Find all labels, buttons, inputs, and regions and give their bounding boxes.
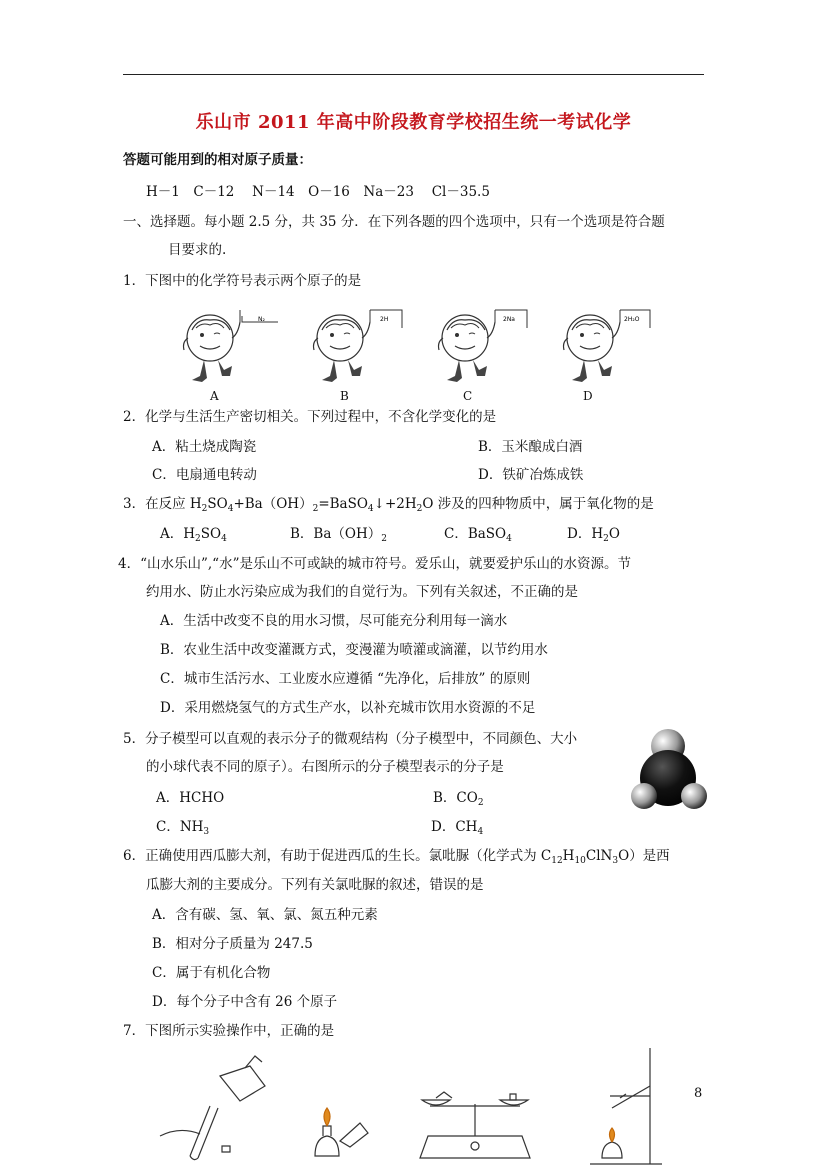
q6-option-b: B．相对分子质量为 247.5 [152,936,313,952]
q6-stem-line2: 瓜膨大剂的主要成分。下列有关氯吡脲的叙述，错误的是 [146,877,484,893]
q6-stem-line1: 6．正确使用西瓜膨大剂，有助于促进西瓜的生长。氯吡脲（化学式为 $C_{12}H_{10}ClN_3O$）是西 [123,848,670,866]
q2-option-b: B．玉米酿成白酒 [478,439,583,455]
q5-stem-line2: 的小球代表不同的原子）。右图所示的分子模型表示的分子是 [146,759,504,775]
q2-option-d: D．铁矿冶炼成铁 [478,467,584,483]
q1-figure [180,308,650,393]
q3-option-a: A．$H_2SO_4$ [160,526,227,544]
section1-instructions-cont: 目要求的. [168,242,227,258]
q5-option-c: C．$NH_3$ [156,819,210,837]
q2-option-a: A．粘土烧成陶瓷 [152,439,257,455]
atomic-mass-list: H－1 C－12 N－14 O－16 Na－23 Cl－35.5 [146,184,490,200]
section1-instructions: 一、选择题。每小题 2.5 分，共 35 分．在下列各题的四个选项中，只有一个选项是符合题 [123,214,665,230]
q7-apparatus-c [420,1092,530,1158]
q3-option-c: C．BaSO$_4$ [444,526,512,544]
q3-stem-post: 涉及的四种物质中，属于氧化物的是 [437,496,654,512]
header-rule [123,74,704,75]
q1-stem: 1．下图中的化学符号表示两个原子的是 [123,273,362,289]
q1-label-b: B [340,389,349,403]
q4-option-a: A．生活中改变不良的用水习惯，尽可能充分利用每一滴水 [160,613,508,629]
q7-apparatus-b [315,1108,368,1156]
molecule-model [628,726,712,810]
q6-option-c: C．属于有机化合物 [152,965,271,981]
q3-option-d: D．$H_2O$ [567,526,620,544]
q6-option-a: A．含有碳、氢、氧、氯、氮五种元素 [152,907,378,923]
atomic-mass-label: 答题可能用到的相对原子质量： [123,152,312,168]
q1-label-a: A [210,389,219,403]
q7-apparatus-a [160,1056,265,1160]
page-title: 乐山市 2011 年高中阶段教育学校招生统一考试化学 [195,112,632,133]
q4-stem-line2: 约用水、防止水污染应成为我们的自觉行为。下列有关叙述，不正确的是 [146,584,578,600]
q5-option-b: B．$CO_2$ [433,790,484,808]
q3-stem-pre: 3．在反应 H [123,496,202,512]
page-number: 8 [694,1086,703,1101]
q1-sign-d: 2H₂O [624,316,640,323]
q7-apparatus-d [590,1048,662,1164]
q5-option-d: D．$CH_4$ [431,819,484,837]
q1-sign-b: 2H [380,316,389,323]
q3-stem: 3．在反应 $H_2SO_4+Ba(OH)_2=BaSO_4↓+2H_2O$ 涉及的四种物质中，属于氧化物的是 [123,496,654,514]
q4-option-b: B．农业生活中改变灌溉方式，变漫灌为喷灌或滴灌，以节约用水 [160,642,548,658]
q7-stem: 7．下图所示实验操作中，正确的是 [123,1023,335,1039]
q3-option-b: B．$Ba(OH)_2$ [290,526,387,544]
q7-figure [150,1046,670,1168]
q1-label-c: C [463,389,473,403]
q4-option-d: D．采用燃烧氢气的方式生产水，以补充城市饮用水资源的不足 [160,700,536,716]
q5-stem-line1: 5．分子模型可以直观的表示分子的微观结构（分子模型中，不同颜色、大小 [123,731,578,747]
q2-option-c: C．电扇通电转动 [152,467,257,483]
q5-option-a: A．HCHO [156,790,225,806]
q4-stem-line1: 4．“山水乐山”,“水”是乐山不可或缺的城市符号。爱乐山，就要爱护乐山的水资源。节 [118,556,631,572]
q2-stem: 2．化学与生活生产密切相关。下列过程中，不含化学变化的是 [123,409,497,425]
q4-option-c: C．城市生活污水、工业废水应遵循 “先净化，后排放” 的原则 [160,671,531,687]
q1-sign-c: 2Na [503,316,515,323]
q6-option-d: D．每个分子中含有 26 个原子 [152,994,338,1010]
q1-label-d: D [583,389,593,403]
q1-sign-a: N₂ [258,316,265,323]
